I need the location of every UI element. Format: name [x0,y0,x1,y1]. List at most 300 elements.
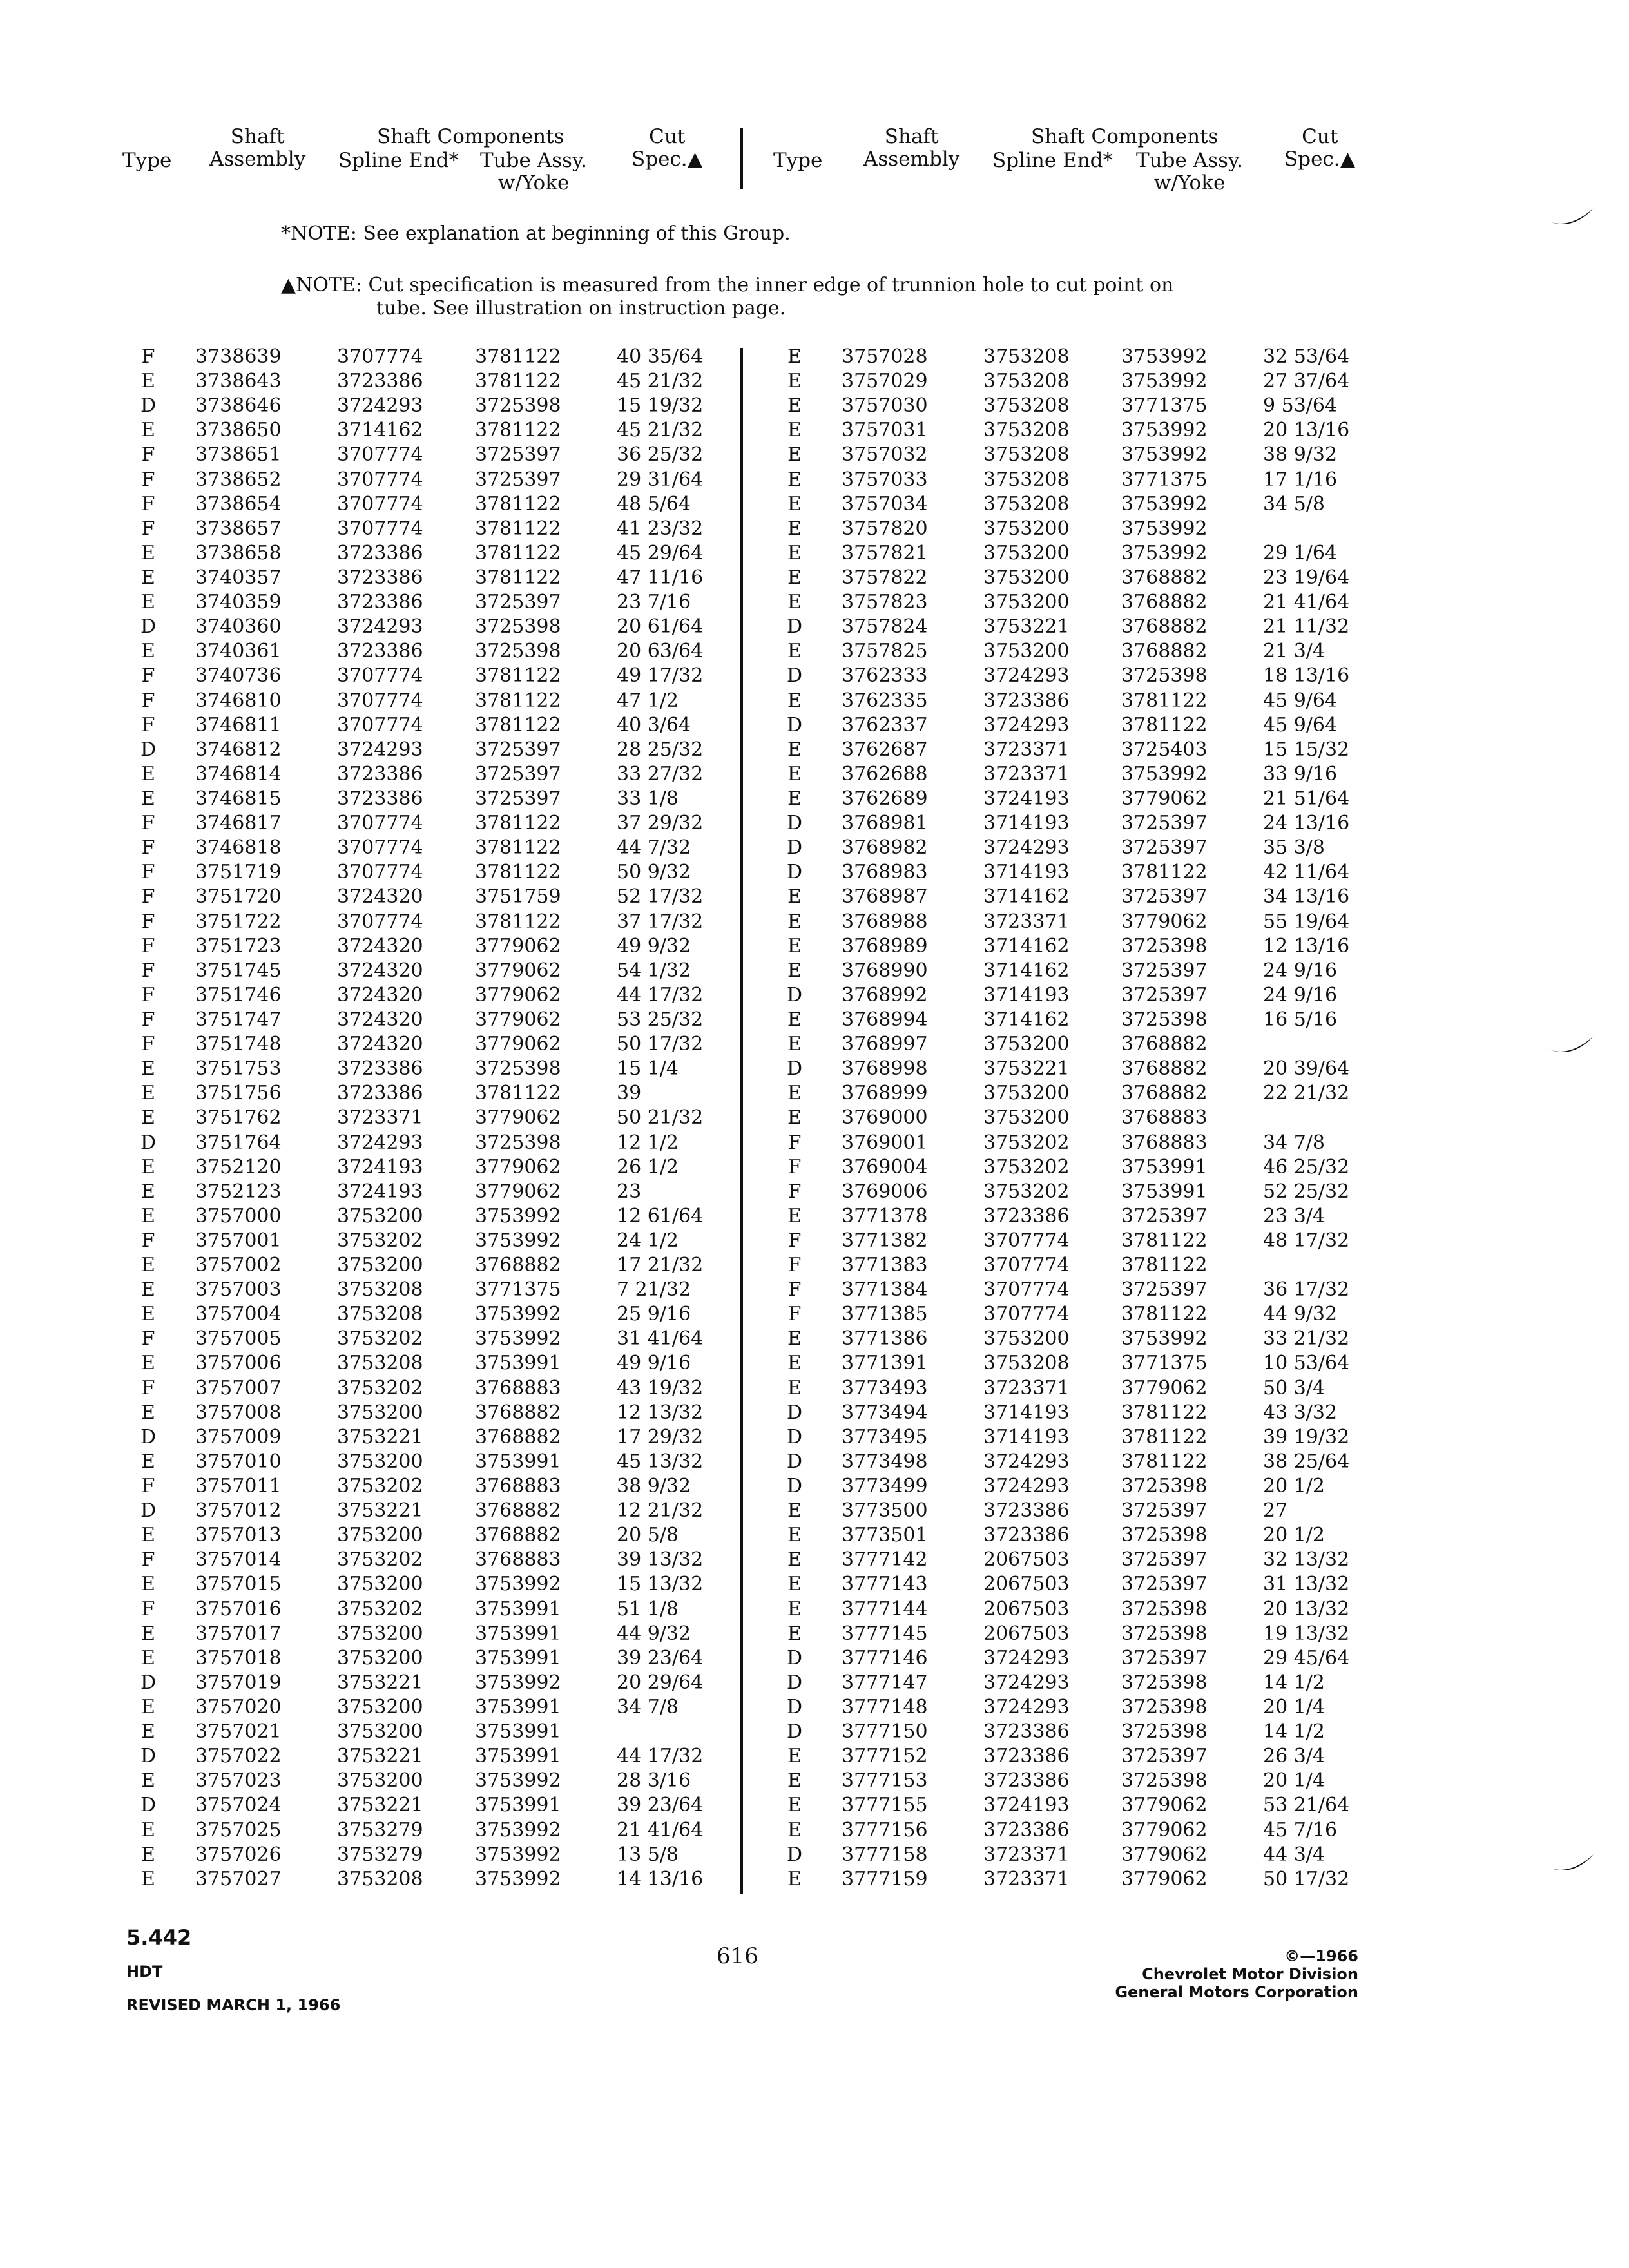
type-cell: E [141,1622,155,1645]
shaft-assembly-cell: 3752123 [195,1180,282,1203]
shaft-assembly-cell: 3762337 [842,713,928,736]
spline-end-cell: 3753202 [337,1229,423,1252]
tube-assy-cell: 3781122 [475,1082,561,1105]
tube-assy-cell: 3781122 [475,541,561,564]
type-cell: E [141,1082,155,1105]
spline-end-cell: 3753200 [337,1720,423,1744]
spline-end-cell: 3723371 [983,1376,1070,1399]
spline-end-cell: 3753200 [983,517,1070,540]
type-cell: F [141,934,155,957]
cut-spec-cell: 50 9/32 [617,861,691,884]
spline-end-cell: 3753208 [337,1303,423,1326]
type-cell: D [786,1057,803,1081]
shaft-assembly-cell: 3768981 [842,812,928,835]
shaft-assembly-cell: 3738650 [195,419,282,442]
type-cell: F [141,1475,155,1498]
spline-end-cell: 3753208 [983,492,1070,515]
spline-end-cell: 3707774 [337,812,423,835]
shaft-assembly-cell: 3768988 [842,910,928,933]
shaft-assembly-cell: 3746811 [195,713,282,736]
header-shaft-assembly-line2: Assembly [863,148,960,171]
tube-assy-cell: 3779062 [475,1008,561,1031]
type-cell: E [787,762,802,785]
shaft-assembly-cell: 3757008 [195,1401,282,1424]
shaft-assembly-cell: 3757002 [195,1254,282,1277]
shaft-assembly-cell: 3757029 [842,370,928,393]
cut-spec-cell: 49 17/32 [617,664,704,687]
cut-spec-cell: 48 5/64 [617,492,691,515]
type-cell: E [787,934,802,957]
shaft-assembly-cell: 3746815 [195,787,282,810]
spline-end-cell: 3753200 [983,1327,1070,1350]
cut-spec-cell: 16 5/16 [1263,1008,1338,1031]
cut-spec-cell: 45 9/64 [1263,713,1338,736]
spline-end-cell: 3753208 [337,1352,423,1375]
tube-assy-cell: 3725397 [1121,1745,1208,1768]
cut-spec-cell: 27 37/64 [1263,370,1350,393]
shaft-assembly-cell: 3777158 [842,1843,928,1866]
spline-end-cell: 3753279 [337,1818,423,1841]
type-cell: E [141,1818,155,1841]
shaft-assembly-cell: 3757821 [842,541,928,564]
spline-end-cell: 3714193 [983,1425,1070,1448]
tube-assy-cell: 3725398 [1121,1524,1208,1547]
type-cell: D [140,1745,157,1768]
spline-end-cell: 3724320 [337,983,423,1006]
spline-end-cell: 3723371 [983,1867,1070,1890]
cut-spec-cell: 37 17/32 [617,910,704,933]
type-cell: F [141,885,155,908]
cut-spec-cell: 31 13/32 [1263,1573,1350,1596]
type-cell: E [787,1327,802,1350]
cut-spec-cell: 20 1/2 [1263,1475,1325,1498]
spline-end-cell: 3723386 [337,541,423,564]
type-cell: E [141,1769,155,1792]
shaft-assembly-cell: 3771382 [842,1229,928,1252]
spline-end-cell: 3753200 [337,1696,423,1719]
tube-assy-cell: 3725397 [1121,812,1208,835]
binder-mark-icon [1543,1849,1595,1881]
shaft-assembly-cell: 3738639 [195,345,282,368]
spline-end-cell: 3724293 [983,713,1070,736]
cut-spec-cell: 29 31/64 [617,468,704,491]
cut-spec-cell: 24 9/16 [1263,983,1338,1006]
shaft-assembly-cell: 3757031 [842,419,928,442]
tube-assy-cell: 3753992 [475,1204,561,1227]
cut-spec-cell: 25 9/16 [617,1303,691,1326]
shaft-assembly-cell: 3777148 [842,1696,928,1719]
shaft-assembly-cell: 3757020 [195,1696,282,1719]
spline-end-cell: 3723371 [337,1106,423,1129]
shaft-assembly-cell: 3738643 [195,370,282,393]
type-cell: F [141,492,155,515]
shaft-assembly-cell: 3762333 [842,664,928,687]
cut-spec-cell: 39 19/32 [1263,1425,1350,1448]
spline-end-cell: 3723386 [983,689,1070,712]
shaft-assembly-cell: 3773501 [842,1524,928,1547]
tube-assy-cell: 3753992 [475,1229,561,1252]
shaft-assembly-cell: 3757021 [195,1720,282,1744]
cut-spec-cell: 9 53/64 [1263,394,1338,418]
type-cell: E [141,1573,155,1596]
spline-end-cell: 3753202 [337,1597,423,1620]
cut-spec-cell: 29 45/64 [1263,1646,1350,1669]
spline-end-cell: 3724293 [983,1475,1070,1498]
tube-assy-cell: 3779062 [1121,1794,1208,1817]
tube-assy-cell: 3753991 [475,1745,561,1768]
tube-assy-cell: 3781122 [475,664,561,687]
spline-end-cell: 3707774 [337,468,423,491]
spline-end-cell: 2067503 [983,1597,1070,1620]
shaft-assembly-cell: 3777142 [842,1548,928,1571]
spline-end-cell: 3753208 [983,370,1070,393]
type-cell: E [787,1033,802,1056]
cut-spec-cell: 34 7/8 [617,1696,679,1719]
shaft-assembly-cell: 3777152 [842,1745,928,1768]
shaft-assembly-cell: 3773494 [842,1401,928,1424]
tube-assy-cell: 3753991 [475,1352,561,1375]
tube-assy-cell: 3768883 [1121,1106,1208,1129]
shaft-assembly-cell: 3738658 [195,541,282,564]
cut-spec-cell: 35 3/8 [1263,836,1325,860]
tube-assy-cell: 3725397 [475,468,561,491]
tube-assy-cell: 3781122 [475,517,561,540]
shaft-assembly-cell: 3751756 [195,1082,282,1105]
tube-assy-cell: 3781122 [475,566,561,589]
tube-assy-cell: 3753991 [475,1720,561,1744]
tube-assy-cell: 3779062 [475,1106,561,1129]
spline-end-cell: 3723371 [983,738,1070,761]
spline-end-cell: 3723386 [337,566,423,589]
shaft-assembly-cell: 3757033 [842,468,928,491]
spline-end-cell: 3753208 [983,468,1070,491]
note-cut-spec-line2: tube. See illustration on instruction page. [376,297,786,320]
spline-end-cell: 3753208 [983,443,1070,466]
shaft-assembly-cell: 3773493 [842,1376,928,1399]
type-cell: E [787,1106,802,1129]
spline-end-cell: 3723371 [983,762,1070,785]
type-cell: F [141,1376,155,1399]
shaft-assembly-cell: 3768990 [842,959,928,982]
cut-spec-cell: 43 3/32 [1263,1401,1338,1424]
type-cell: D [786,615,803,639]
type-cell: F [787,1303,802,1326]
cut-spec-cell: 45 21/32 [617,370,704,393]
type-cell: E [787,541,802,564]
shaft-assembly-cell: 3757025 [195,1818,282,1841]
shaft-assembly-cell: 3746817 [195,812,282,835]
tube-assy-cell: 3768882 [1121,1082,1208,1105]
cut-spec-cell: 17 29/32 [617,1425,704,1448]
type-cell: E [787,370,802,393]
cut-spec-cell: 45 21/32 [617,419,704,442]
tube-assy-cell: 3768883 [1121,1131,1208,1154]
type-cell: D [140,1425,157,1448]
cut-spec-cell: 14 1/2 [1263,1671,1325,1694]
tube-assy-cell: 3781122 [1121,1425,1208,1448]
tube-assy-cell: 3768882 [475,1499,561,1523]
cut-spec-cell: 20 13/16 [1263,419,1350,442]
type-cell: F [141,689,155,712]
header-cut-spec-left [631,126,702,171]
shaft-assembly-cell: 3771383 [842,1254,928,1277]
cut-spec-cell: 39 23/64 [617,1794,704,1817]
header-spline-end-left: Spline End* [338,149,459,172]
tube-assy-cell: 3753992 [475,1671,561,1694]
binder-mark-icon [1543,203,1595,235]
tube-assy-cell: 3781122 [475,861,561,884]
spline-end-cell: 3724320 [337,959,423,982]
shaft-assembly-cell: 3771386 [842,1327,928,1350]
tube-assy-cell: 3781122 [475,689,561,712]
shaft-assembly-cell: 3768997 [842,1033,928,1056]
spline-end-cell: 3753202 [983,1180,1070,1203]
spline-end-cell: 3723386 [337,1082,423,1105]
cut-spec-cell: 44 7/32 [617,836,691,860]
spline-end-cell: 3714193 [983,1401,1070,1424]
tube-assy-cell: 3768882 [1121,615,1208,639]
tube-assy-cell: 3725398 [1121,1769,1208,1792]
type-cell: E [787,591,802,614]
type-cell: D [786,1425,803,1448]
tube-assy-cell: 3771375 [1121,468,1208,491]
header-tube-assy-line1: Tube Assy. [480,149,588,172]
cut-spec-cell: 55 19/64 [1263,910,1350,933]
tube-assy-cell: 3781122 [475,419,561,442]
tube-assy-cell: 3751759 [475,885,561,908]
shaft-assembly-cell: 3738654 [195,492,282,515]
cut-spec-cell: 45 7/16 [1263,1818,1338,1841]
tube-assy-cell: 3768882 [475,1401,561,1424]
hdt-label: HDT [126,1963,163,1981]
cut-spec-cell: 50 17/32 [1263,1867,1350,1890]
shaft-assembly-cell: 3746814 [195,762,282,785]
header-shaft-assembly-line1: Shaft [230,125,285,148]
cut-spec-cell: 12 13/32 [617,1401,704,1424]
spline-end-cell: 2067503 [983,1548,1070,1571]
type-cell: E [141,541,155,564]
spline-end-cell: 3707774 [983,1229,1070,1252]
type-cell: E [787,492,802,515]
tube-assy-cell: 3781122 [1121,1303,1208,1326]
spline-end-cell: 3753208 [983,419,1070,442]
spline-end-cell: 3753200 [983,640,1070,663]
type-cell: D [140,394,157,418]
shaft-assembly-cell: 3751723 [195,934,282,957]
cut-spec-cell: 15 1/4 [617,1057,679,1081]
cut-spec-cell: 27 [1263,1499,1288,1523]
tube-assy-cell: 3725398 [1121,1720,1208,1744]
type-cell: F [787,1278,802,1302]
tube-assy-cell: 3725397 [1121,1573,1208,1596]
note-spline-end: *NOTE: See explanation at beginning of this Group. [281,222,791,245]
type-cell: E [141,591,155,614]
spline-end-cell: 3707774 [337,861,423,884]
division: Chevrolet Motor Division [1142,1965,1358,1983]
spline-end-cell: 3753221 [983,1057,1070,1081]
spline-end-cell: 3724320 [337,1008,423,1031]
cut-spec-cell: 38 9/32 [1263,443,1338,466]
type-cell: E [141,1057,155,1081]
shaft-assembly-cell: 3762688 [842,762,928,785]
spline-end-cell: 3753200 [337,1769,423,1792]
tube-assy-cell: 3768883 [475,1376,561,1399]
tube-assy-cell: 3753992 [1121,345,1208,368]
spline-end-cell: 3753202 [337,1475,423,1498]
header-cut-spec-line2: Spec.▲ [631,148,703,171]
shaft-assembly-cell: 3769001 [842,1131,928,1154]
cut-spec-cell: 20 5/8 [617,1524,679,1547]
type-cell: D [786,1720,803,1744]
type-cell: E [787,1376,802,1399]
tube-assy-cell: 3779062 [1121,910,1208,933]
type-cell: F [141,713,155,736]
type-cell: E [787,468,802,491]
tube-assy-cell: 3768882 [475,1254,561,1277]
shaft-assembly-cell: 3751753 [195,1057,282,1081]
type-cell: E [787,1524,802,1547]
cut-spec-cell: 52 25/32 [1263,1180,1350,1203]
cut-spec-cell: 40 3/64 [617,713,691,736]
cut-spec-cell: 12 13/16 [1263,934,1350,957]
header-tube-assy-line1: Tube Assy. [1136,149,1244,172]
tube-assy-cell: 3753992 [475,1818,561,1841]
tube-assy-cell: 3753991 [1121,1155,1208,1178]
shaft-assembly-cell: 3740359 [195,591,282,614]
tube-assy-cell: 3771375 [1121,394,1208,418]
shaft-assembly-cell: 3773498 [842,1450,928,1473]
type-cell: E [787,1352,802,1375]
header-type-right: Type [773,149,823,172]
cut-spec-cell: 26 1/2 [617,1155,679,1178]
tube-assy-cell: 3753992 [475,1867,561,1890]
shaft-assembly-cell: 3769006 [842,1180,928,1203]
tube-assy-cell: 3725397 [1121,959,1208,982]
type-cell: E [141,1696,155,1719]
cut-spec-cell: 36 25/32 [617,443,704,466]
type-cell: E [787,689,802,712]
tube-assy-cell: 3725398 [475,1131,561,1154]
header-tube-assy-line2: w/Yoke [497,171,570,195]
type-cell: E [141,1254,155,1277]
corporation: General Motors Corporation [1115,1983,1358,2001]
spline-end-cell: 3753221 [337,1794,423,1817]
tube-assy-cell: 3781122 [475,370,561,393]
spline-end-cell: 3753200 [337,1450,423,1473]
type-cell: E [787,1499,802,1523]
cut-spec-cell: 33 1/8 [617,787,679,810]
header-shaft-components-left: Shaft Components [377,125,564,148]
spline-end-cell: 3753200 [337,1524,423,1547]
shaft-assembly-cell: 3738652 [195,468,282,491]
cut-spec-cell: 41 23/32 [617,517,704,540]
shaft-assembly-cell: 3757001 [195,1229,282,1252]
type-cell: E [787,640,802,663]
tube-assy-cell: 3725397 [1121,885,1208,908]
shaft-assembly-cell: 3773495 [842,1425,928,1448]
cut-spec-cell: 12 61/64 [617,1204,704,1227]
spline-end-cell: 3753208 [337,1867,423,1890]
spline-end-cell: 3753202 [983,1155,1070,1178]
cut-spec-cell: 45 29/64 [617,541,704,564]
spline-end-cell: 3723386 [983,1524,1070,1547]
shaft-assembly-cell: 3757822 [842,566,928,589]
tube-assy-cell: 3725397 [475,443,561,466]
shaft-assembly-cell: 3757011 [195,1475,282,1498]
type-cell: D [140,615,157,639]
spline-end-cell: 3724320 [337,934,423,957]
tube-assy-cell: 3779062 [1121,1376,1208,1399]
shaft-assembly-cell: 3738651 [195,443,282,466]
tube-assy-cell: 3781122 [475,492,561,515]
shaft-assembly-cell: 3777150 [842,1720,928,1744]
tube-assy-cell: 3753991 [475,1597,561,1620]
spline-end-cell: 3753200 [337,1573,423,1596]
type-cell: E [141,1867,155,1890]
type-cell: E [787,1745,802,1768]
spline-end-cell: 3753208 [983,394,1070,418]
spline-end-cell: 3753200 [983,1106,1070,1129]
shaft-assembly-cell: 3768992 [842,983,928,1006]
spline-end-cell: 3724293 [983,1696,1070,1719]
cut-spec-cell: 47 11/16 [617,566,704,589]
tube-assy-cell: 3768882 [475,1425,561,1448]
cut-spec-cell: 17 1/16 [1263,468,1338,491]
type-cell: F [141,1229,155,1252]
shaft-assembly-cell: 3757022 [195,1745,282,1768]
type-cell: E [787,787,802,810]
cut-spec-cell: 34 7/8 [1263,1131,1325,1154]
spline-end-cell: 3714162 [983,934,1070,957]
cut-spec-cell: 44 9/32 [1263,1303,1338,1326]
header-shaft-components-right: Shaft Components [1031,125,1219,148]
shaft-assembly-cell: 3768999 [842,1082,928,1105]
spline-end-cell: 3723386 [337,787,423,810]
type-cell: D [786,664,803,687]
cut-spec-cell: 20 1/2 [1263,1524,1325,1547]
tube-assy-cell: 3725397 [1121,1204,1208,1227]
spline-end-cell: 2067503 [983,1573,1070,1596]
type-cell: F [141,1597,155,1620]
spline-end-cell: 3753208 [983,345,1070,368]
type-cell: E [787,1008,802,1031]
cut-spec-cell: 39 23/64 [617,1646,704,1669]
shaft-assembly-cell: 3773500 [842,1499,928,1523]
spline-end-cell: 3753200 [983,566,1070,589]
shaft-assembly-cell: 3740357 [195,566,282,589]
type-cell: F [141,664,155,687]
spline-end-cell: 3723386 [337,640,423,663]
shaft-assembly-cell: 3777159 [842,1867,928,1890]
shaft-assembly-cell: 3757007 [195,1376,282,1399]
spline-end-cell: 3753202 [983,1131,1070,1154]
type-cell: E [787,1818,802,1841]
spline-end-cell: 3753221 [337,1425,423,1448]
spline-end-cell: 3707774 [337,517,423,540]
section-number: 5.442 [126,1925,192,1950]
spline-end-cell: 3724293 [337,1131,423,1154]
shaft-assembly-cell: 3757000 [195,1204,282,1227]
tube-assy-cell: 3779062 [1121,1818,1208,1841]
tube-assy-cell: 3753992 [1121,1327,1208,1350]
type-cell: F [141,443,155,466]
note-cut-spec-line1: ▲NOTE: Cut specification is measured from the inner edge of trunnion hole to cut point on [281,274,1174,296]
spline-end-cell: 3723386 [983,1499,1070,1523]
spline-end-cell: 3724320 [337,1033,423,1056]
type-cell: D [786,812,803,835]
header-shaft-assembly-left [209,126,305,171]
type-cell: D [786,713,803,736]
